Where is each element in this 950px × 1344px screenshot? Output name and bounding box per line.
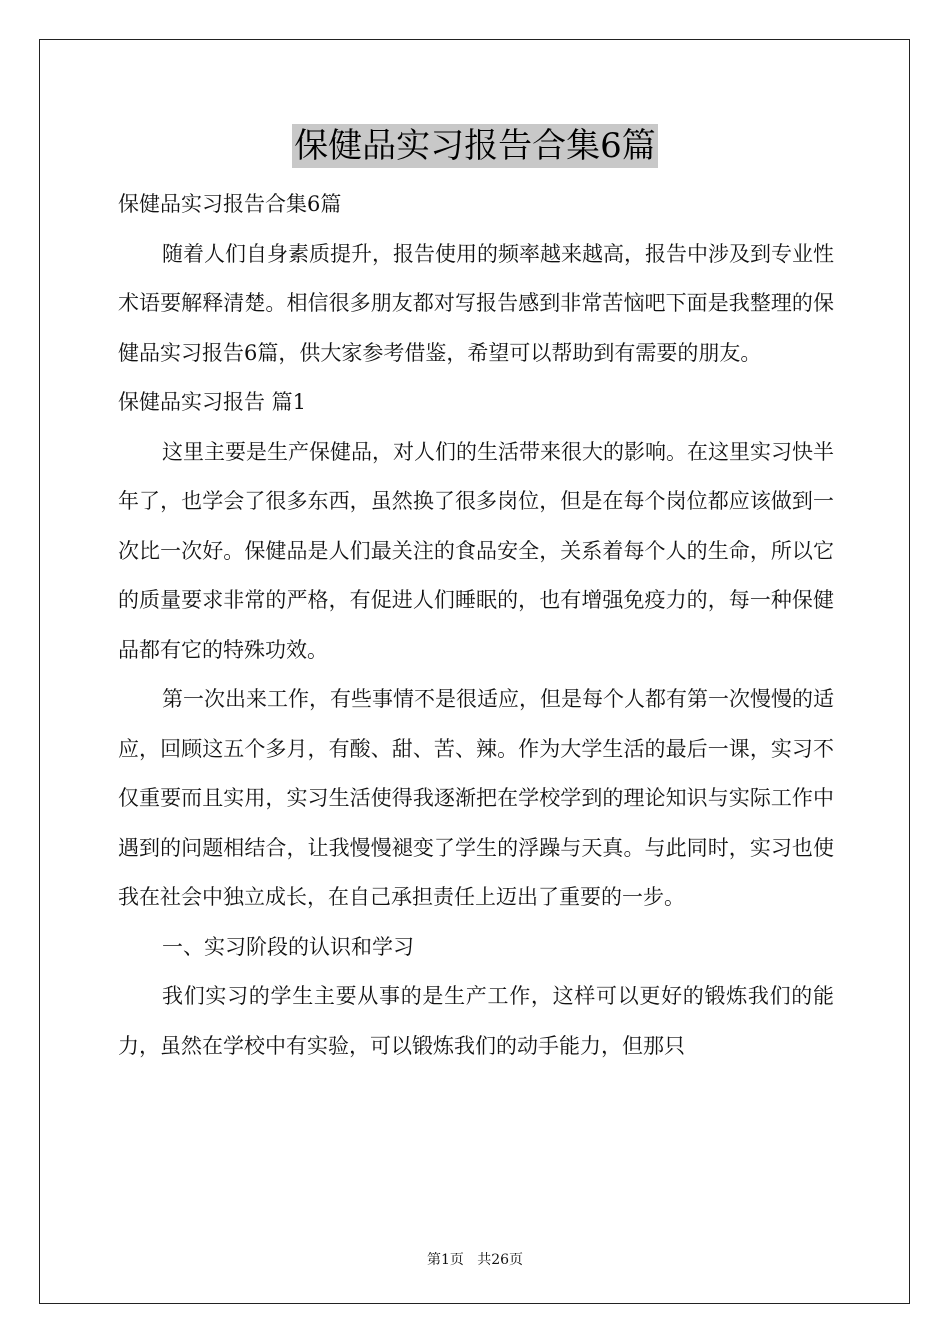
intro-paragraph: 随着人们自身素质提升，报告使用的频率越来越高，报告中涉及到专业性术语要解释清楚。相信很多朋友都对写报告感到非常苦恼吧下面是我整理的保健品实习报告6篇，供大家参考借鉴，希望可以帮助到有需要的朋友。 <box>118 241 834 365</box>
document-body <box>118 180 834 1071</box>
section-subheading: 一、实习阶段的认识和学习 <box>162 934 414 959</box>
body-paragraph: 我们实习的学生主要从事的是生产工作，这样可以更好的锻炼我们的能力，虽然在学校中有实验，可以锻炼我们的动手能力，但那只 <box>118 984 834 1058</box>
body-paragraph: 第一次出来工作，有些事情不是很适应，但是每个人都有第一次慢慢的适应，回顾这五个多月，有酸、甜、苦、辣。作为大学生活的最后一课，实习不仅重要而且实用，实习生活使得我逐渐把在学校学到的理论知识与实际工作中遇到的问题相结合，让我慢慢褪变了学生的浮躁与天真。与此同时，实习也使我在社会中独立成长，在自己承担责任上迈出了重要的一步。 <box>118 687 834 909</box>
page-footer: 第1页 共26页 <box>426 1252 524 1268</box>
document-title: 保健品实习报告合集6篇 <box>294 126 656 166</box>
section-title: 保健品实习报告 篇1 <box>118 390 307 414</box>
title-container <box>0 124 950 168</box>
document-subtitle: 保健品实习报告合集6篇 <box>118 192 342 216</box>
body-paragraph: 这里主要是生产保健品，对人们的生活带来很大的影响。在这里实习快半年了，也学会了很多东西，虽然换了很多岗位，但是在每个岗位都应该做到一次比一次好。保健品是人们最关注的食品安全，关系着每个人的生命，所以它的质量要求非常的严格，有促进人们睡眠的，也有增强免疫力的，每一种保健品都有它的特殊功效。 <box>118 439 834 662</box>
